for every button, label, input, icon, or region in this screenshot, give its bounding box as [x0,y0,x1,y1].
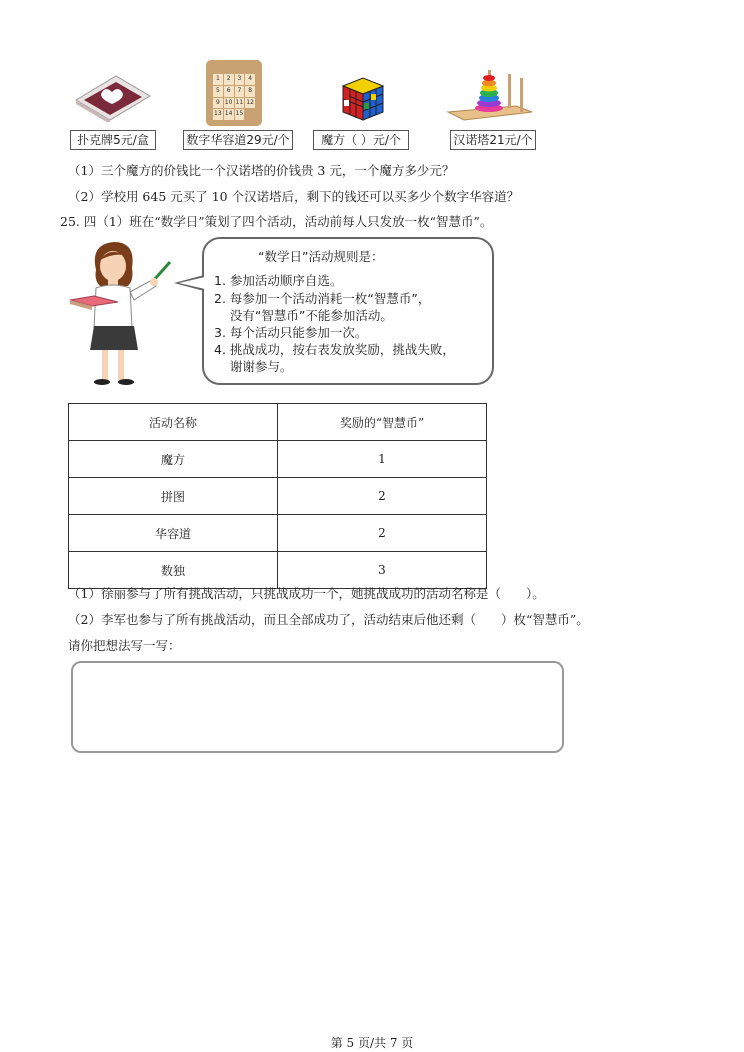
puzzle-tile: 8 [245,86,255,97]
rule-1: 1. 参加活动顺序自选。 [214,273,343,288]
activity-name-cell: 魔方 [69,441,278,478]
q25-prompt: 请你把想法写一写： [68,638,181,653]
product-label-cards: 扑克牌5元/盒 [70,130,156,150]
product-label-hanoi-tower: 汉诺塔21元/个 [450,130,536,150]
puzzle-tile: 15 [235,109,245,120]
puzzle-tile: 7 [235,86,245,97]
table-header-row [69,404,487,441]
q25-stem: 25. 四（1）班在“数学日”策划了四个活动，活动前每人只发放一枚“智慧币”。 [60,214,493,229]
header-activity-name: 活动名称 [69,404,278,441]
reward-cell: 3 [278,552,487,589]
q24-part1: （1）三个魔方的价钱比一个汉诺塔的价钱贵 3 元，一个魔方多少元？ [68,163,455,178]
q24-part2: （2）学校用 645 元买了 10 个汉诺塔后，剩下的钱还可以买多少个数字华容道？ [68,189,520,204]
reward-cell: 2 [278,478,487,515]
puzzle-tile: 10 [224,98,234,109]
rule-2-cont: 没有“智慧币”不能参加活动。 [214,308,393,323]
product-label-rubiks-cube: 魔方（ ）元/个 [313,130,409,150]
puzzle-tile: 1 [213,74,223,85]
puzzle-tile: 3 [235,74,245,85]
number-puzzle-image [206,60,262,126]
table-row [69,441,487,478]
puzzle-tile: 11 [235,98,245,109]
product-label-number-puzzle: 数字华容道29元/个 [183,130,293,150]
puzzle-tile: 6 [224,86,234,97]
table-row [69,515,487,552]
puzzle-tile: 14 [224,109,234,120]
rubiks-cube-image [338,74,388,124]
q25-part2: （2）李军也参与了所有挑战活动，而且全部成功了，活动结束后他还剩（ ）枚“智慧币”。 [68,612,589,627]
rules-title: “数学日”活动规则是： [258,249,384,264]
hanoi-tower-image [446,66,534,124]
bubble-tail-fill [179,277,205,289]
rule-3: 3. 每个活动只能参加一次。 [214,325,368,340]
activity-name-cell: 拼图 [69,478,278,515]
puzzle-tile: 5 [213,86,223,97]
puzzle-tile: 13 [213,109,223,120]
header-reward: 奖励的“智慧币” [278,404,487,441]
table-row [69,478,487,515]
table-row [69,552,487,589]
reward-cell: 1 [278,441,487,478]
answer-box[interactable] [71,661,564,753]
activity-reward-table [68,403,487,589]
playing-cards-image [72,70,152,122]
puzzle-tile: 2 [224,74,234,85]
puzzle-tile: 4 [245,74,255,85]
puzzle-tile: 9 [213,98,223,109]
puzzle-empty-slot [245,109,255,120]
puzzle-tile: 12 [245,98,255,109]
reward-cell: 2 [278,515,487,552]
activity-name-cell: 华容道 [69,515,278,552]
rule-4-cont: 谢谢参与。 [214,359,293,374]
rule-4: 4. 挑战成功，按右表发放奖励，挑战失败， [214,342,455,357]
page-footer: 第 5 页/共 7 页 [330,1036,414,1050]
q25-part1: （1）徐丽参与了所有挑战活动，只挑战成功一个，她挑战成功的活动名称是（ ）。 [68,586,545,601]
rule-2: 2. 每参加一个活动消耗一枚“智慧币”， [214,291,431,306]
teacher-illustration [66,240,176,390]
activity-name-cell: 数独 [69,552,278,589]
